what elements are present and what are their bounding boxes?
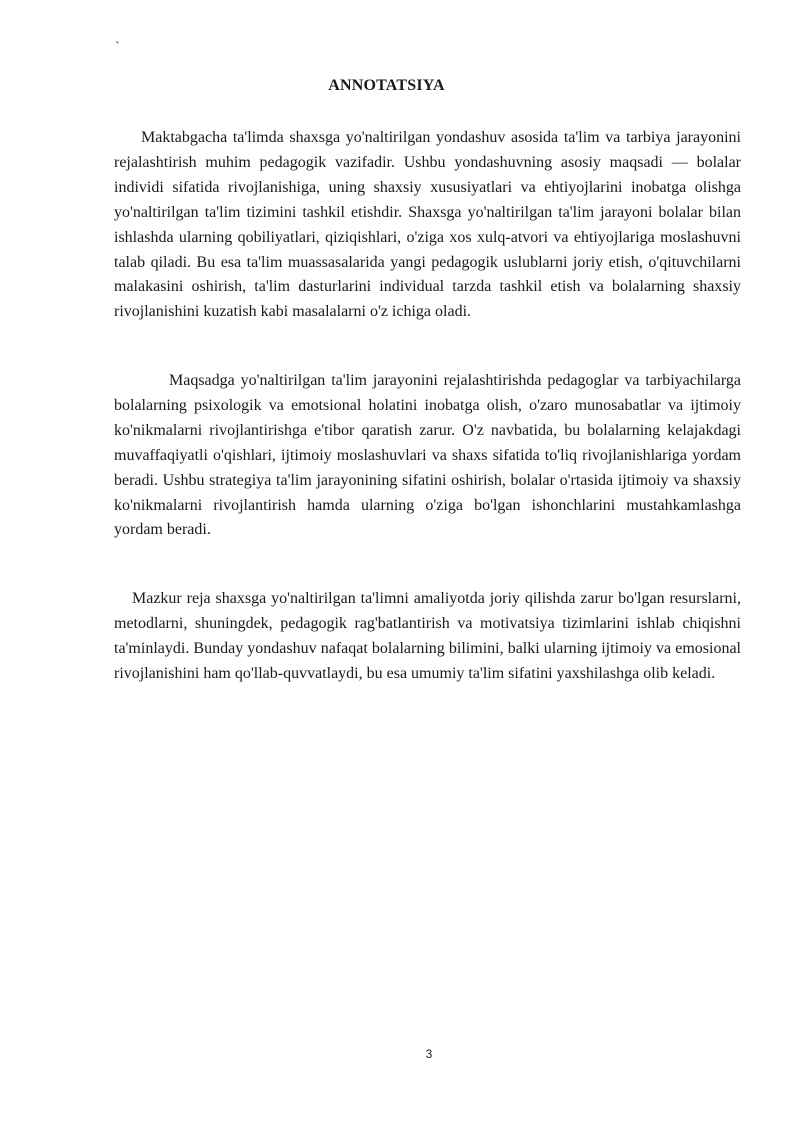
page-number: 3 xyxy=(425,1047,433,1061)
document-title: ANNOTATSIYA xyxy=(328,77,445,94)
paragraph-2: Maqsadga yo'naltirilgan ta'lim jarayonini rejalashtirishda pedagoglar va tarbiyachilarga bolalarning psixologik va emotsional holatini inobatga olish, o'zaro munosabatlar va ijtimoiy ko'nikmalarni rivojlantirishga e'tibor qaratish zarur. O'z navbatida, bu bolalarning kelajakdagi muvaffaqiyatli o'qishlari, ijtimoiy moslashuvlari va shaxs sifatida to'liq rivojlanishlariga yordam beradi. Ushbu strategiya ta'lim jarayonining sifatini oshirish, bolalar o'rtasida ijtimoiy va shaxsiy ko'nikmalarni rivojlantirish hamda ularning o'ziga bo'lgan ishonchlarini mustahkamlashga yordam beradi. xyxy=(114,372,741,539)
paragraph-3: Mazkur reja shaxsga yo'naltirilgan ta'limni amaliyotda joriy qilishda zarur bo'lgan resurslarni, metodlarni, shuningdek, pedagogik rag'batlantirish va motivatsiya tizimlarini ishlab chiqishni ta'minlaydi. Bunday yondashuv nafaqat bolalarning bilimini, balki ularning ijtimoiy va emosional rivojlanishini ham qo'llab-quvvatlaydi, bu esa umumiy ta'lim sifatini yaxshilashga olib keladi. xyxy=(114,590,741,682)
paragraph-1: Maktabgacha ta'limda shaxsga yo'naltirilgan yondashuv asosida ta'lim va tarbiya jarayonini rejalashtirish muhim pedagogik vazifadir. Ushbu yondashuvning asosiy maqsadi — bolalar individi sifatida rivojlanishiga, uning shaxsiy xususiyatlari va ehtiyojlarini inobatga olishga yo'naltirilgan ta'lim tizimini tashkil etishdir. Shaxsga yo'naltirilgan ta'lim jarayoni bolalar bilan ishlashda ularning qobiliyatlari, qiziqishlari, o'ziga xos xulq-atvori va ehtiyojlariga moslashuvni talab qiladi. Bu esa ta'lim muassasalarida yangi pedagogik uslublarni joriy etish, o'qituvchilarni malakasini oshirish, ta'lim dasturlarini individual tarzda tashkil etish va bolalarning shaxsiy rivojlanishini kuzatish kabi masalalarni o'z ichiga oladi. xyxy=(114,129,741,321)
stray-mark: ` xyxy=(115,40,120,55)
